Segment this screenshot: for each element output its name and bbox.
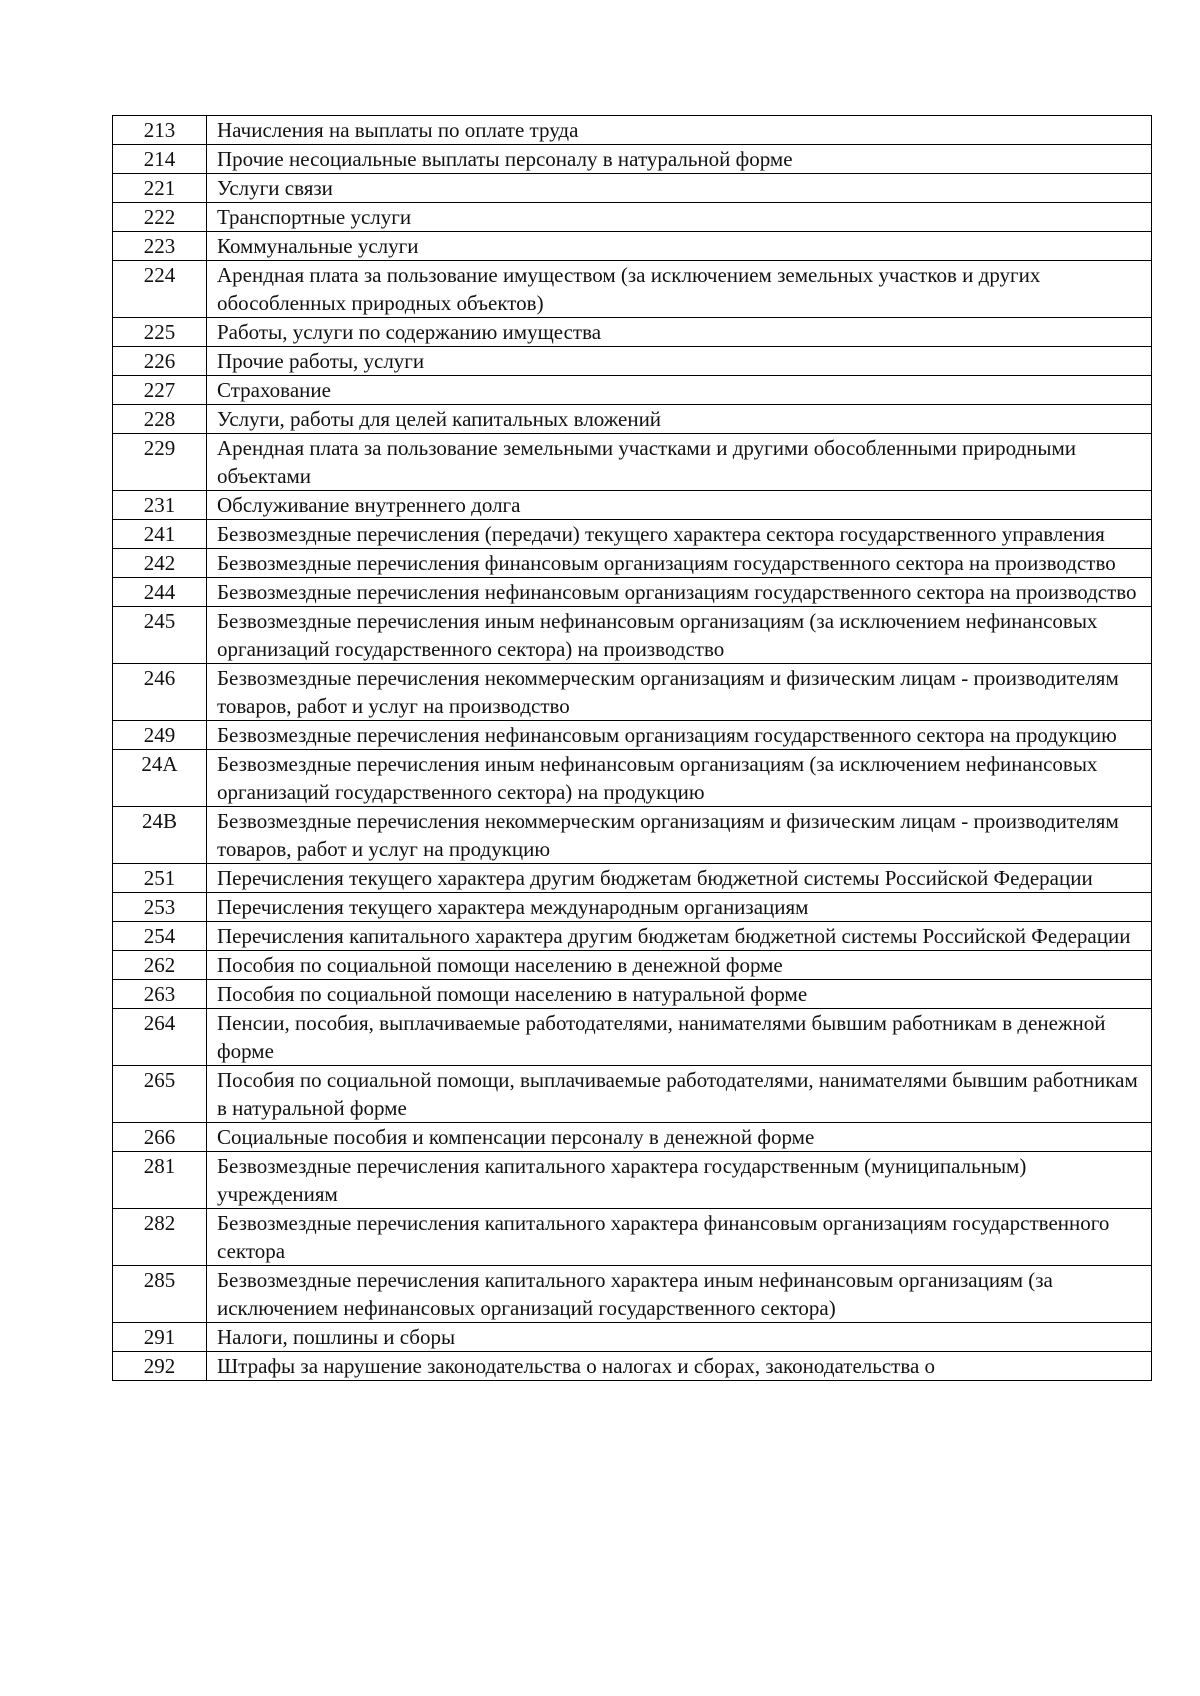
table-row — [113, 491, 1152, 520]
table-row — [113, 1352, 1152, 1381]
table-row — [113, 318, 1152, 347]
row-description: Безвозмездные перечисления финансовым организациям государственного сектора на производство — [207, 549, 1152, 578]
row-description: Штрафы за нарушение законодательства о налогах и сборах, законодательства о — [207, 1352, 1152, 1381]
row-code: 263 — [113, 980, 207, 1009]
row-code: 213 — [113, 116, 207, 145]
row-description: Пособия по социальной помощи населению в натуральной форме — [207, 980, 1152, 1009]
row-code: 285 — [113, 1266, 207, 1323]
row-code: 226 — [113, 347, 207, 376]
table-row — [113, 1009, 1152, 1066]
row-description: Транспортные услуги — [207, 203, 1152, 232]
row-description: Обслуживание внутреннего долга — [207, 491, 1152, 520]
row-code: 245 — [113, 607, 207, 664]
row-description: Безвозмездные перечисления нефинансовым организациям государственного сектора на продукцию — [207, 721, 1152, 750]
table-row — [113, 434, 1152, 491]
table-row — [113, 145, 1152, 174]
row-code: 282 — [113, 1209, 207, 1266]
row-description: Прочие работы, услуги — [207, 347, 1152, 376]
table-row — [113, 951, 1152, 980]
table-row — [113, 607, 1152, 664]
row-code: 224 — [113, 261, 207, 318]
row-code: 251 — [113, 864, 207, 893]
table-row — [113, 893, 1152, 922]
row-code: 214 — [113, 145, 207, 174]
table-row — [113, 116, 1152, 145]
row-code: 229 — [113, 434, 207, 491]
row-code: 266 — [113, 1123, 207, 1152]
row-description: Безвозмездные перечисления иным нефинансовым организациям (за исключением нефинансовых организаций государственного сектора) на продукцию — [207, 750, 1152, 807]
row-description: Страхование — [207, 376, 1152, 405]
table-row — [113, 261, 1152, 318]
row-code: 244 — [113, 578, 207, 607]
table-row — [113, 578, 1152, 607]
row-code: 264 — [113, 1009, 207, 1066]
table-row — [113, 549, 1152, 578]
row-code: 241 — [113, 520, 207, 549]
row-code: 254 — [113, 922, 207, 951]
table-row — [113, 721, 1152, 750]
table-row — [113, 347, 1152, 376]
row-code: 249 — [113, 721, 207, 750]
row-code: 24А — [113, 750, 207, 807]
row-description: Арендная плата за пользование имуществом (за исключением земельных участков и других обособленных природных объектов) — [207, 261, 1152, 318]
row-description: Услуги связи — [207, 174, 1152, 203]
table-row — [113, 520, 1152, 549]
row-description: Безвозмездные перечисления (передачи) текущего характера сектора государственного управления — [207, 520, 1152, 549]
table-row — [113, 203, 1152, 232]
table-row — [113, 864, 1152, 893]
row-description: Пенсии, пособия, выплачиваемые работодателями, нанимателями бывшим работникам в денежной форме — [207, 1009, 1152, 1066]
row-description: Услуги, работы для целей капитальных вложений — [207, 405, 1152, 434]
row-description: Социальные пособия и компенсации персоналу в денежной форме — [207, 1123, 1152, 1152]
table-row — [113, 1152, 1152, 1209]
row-description: Пособия по социальной помощи, выплачиваемые работодателями, нанимателями бывшим работникам в натуральной форме — [207, 1066, 1152, 1123]
row-description: Работы, услуги по содержанию имущества — [207, 318, 1152, 347]
row-code: 24В — [113, 807, 207, 864]
row-description: Безвозмездные перечисления иным нефинансовым организациям (за исключением нефинансовых организаций государственного сектора) на производство — [207, 607, 1152, 664]
table-row — [113, 376, 1152, 405]
row-description: Безвозмездные перечисления нефинансовым организациям государственного сектора на производство — [207, 578, 1152, 607]
row-code: 242 — [113, 549, 207, 578]
row-description: Прочие несоциальные выплаты персоналу в натуральной форме — [207, 145, 1152, 174]
table-row — [113, 1266, 1152, 1323]
row-description: Перечисления текущего характера международным организациям — [207, 893, 1152, 922]
row-code: 228 — [113, 405, 207, 434]
table-row — [113, 922, 1152, 951]
row-code: 222 — [113, 203, 207, 232]
row-code: 223 — [113, 232, 207, 261]
row-code: 231 — [113, 491, 207, 520]
row-code: 262 — [113, 951, 207, 980]
row-description: Налоги, пошлины и сборы — [207, 1323, 1152, 1352]
row-description: Безвозмездные перечисления капитального характера государственным (муниципальным) учреждениям — [207, 1152, 1152, 1209]
row-code: 253 — [113, 893, 207, 922]
row-description: Безвозмездные перечисления капитального характера иным нефинансовым организациям (за исключением нефинансовых организаций государственного сектора) — [207, 1266, 1152, 1323]
row-code: 291 — [113, 1323, 207, 1352]
row-description: Безвозмездные перечисления некоммерческим организациям и физическим лицам - производителям товаров, работ и услуг на продукцию — [207, 807, 1152, 864]
table-body — [113, 116, 1152, 1381]
row-description: Пособия по социальной помощи населению в денежной форме — [207, 951, 1152, 980]
row-description: Начисления на выплаты по оплате труда — [207, 116, 1152, 145]
table-row — [113, 174, 1152, 203]
table-row — [113, 750, 1152, 807]
row-code: 281 — [113, 1152, 207, 1209]
table-row — [113, 405, 1152, 434]
row-description: Безвозмездные перечисления некоммерческим организациям и физическим лицам - производителям товаров, работ и услуг на производство — [207, 664, 1152, 721]
row-description: Арендная плата за пользование земельными участками и другими обособленными природными объектами — [207, 434, 1152, 491]
table-row — [113, 1323, 1152, 1352]
row-code: 227 — [113, 376, 207, 405]
row-code: 221 — [113, 174, 207, 203]
row-code: 292 — [113, 1352, 207, 1381]
row-description: Безвозмездные перечисления капитального характера финансовым организациям государственного сектора — [207, 1209, 1152, 1266]
row-description: Перечисления текущего характера другим бюджетам бюджетной системы Российской Федерации — [207, 864, 1152, 893]
row-description: Перечисления капитального характера другим бюджетам бюджетной системы Российской Федерации — [207, 922, 1152, 951]
expense-codes-table — [112, 115, 1152, 1381]
row-code: 265 — [113, 1066, 207, 1123]
table-row — [113, 1123, 1152, 1152]
table-row — [113, 807, 1152, 864]
row-code: 225 — [113, 318, 207, 347]
table-row — [113, 1209, 1152, 1266]
table-row — [113, 232, 1152, 261]
row-code: 246 — [113, 664, 207, 721]
row-description: Коммунальные услуги — [207, 232, 1152, 261]
table-row — [113, 980, 1152, 1009]
table-row — [113, 664, 1152, 721]
table-row — [113, 1066, 1152, 1123]
